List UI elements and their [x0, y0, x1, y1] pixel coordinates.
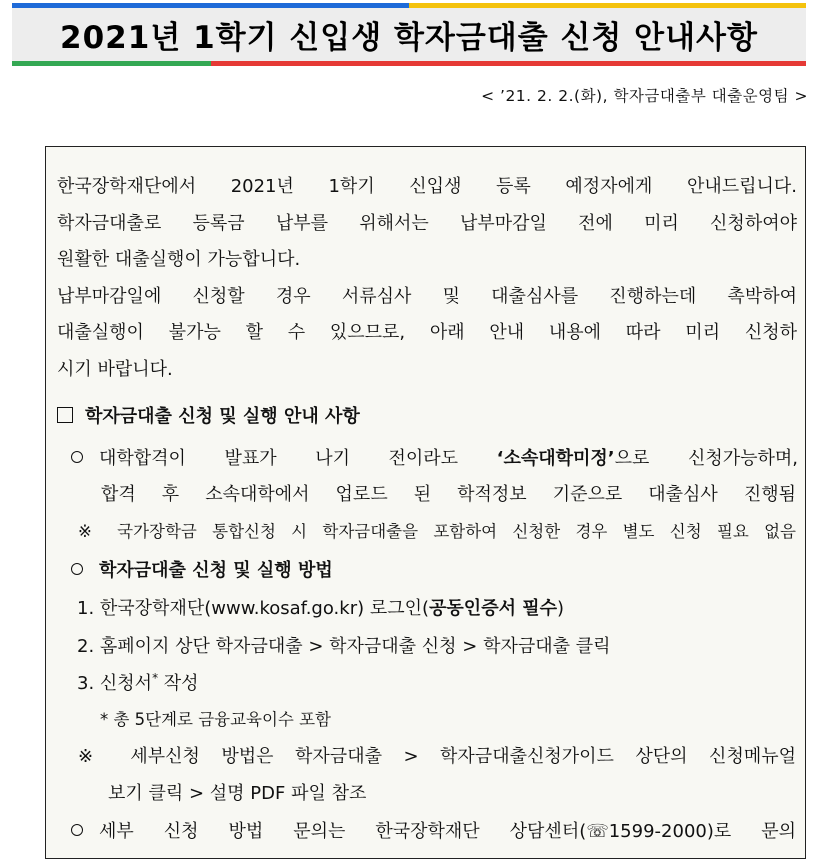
bullet-apply-method: 학자금대출 신청 및 실행 방법	[71, 556, 813, 582]
page-title: 2021년 1학기 신입생 학자금대출 신청 안내사항	[12, 8, 806, 61]
intro-line: 한국장학재단에서 2021년 1학기 신입생 등록 예정자에게 안내드립니다.	[57, 176, 797, 197]
intro-paragraph	[57, 169, 797, 388]
notice-box	[45, 146, 806, 859]
step-3-footnote: * 총 5단계로 금융교육이수 포함	[100, 710, 331, 729]
section-heading: 학자금대출 신청 및 실행 안내 사항	[57, 402, 799, 428]
intro-line: 시기 바랍니다.	[57, 358, 173, 380]
circle-bullet-icon	[71, 824, 83, 836]
intro-line: 학자금대출로 등록금 납부를 위해서는 납부마감일 전에 미리 신청하여야	[57, 212, 797, 234]
circle-bullet-icon	[71, 563, 83, 575]
bullet-unassigned-school: 대학합격이 발표가 나기 전이라도 ‘소속대학미정’으로 신청가능하며,	[71, 444, 798, 470]
intro-line: 납부마감일에 신청할 경우 서류심사 및 대출심사를 진행하는데 촉박하여	[57, 285, 797, 307]
title-bottom-bar	[12, 61, 806, 66]
title-banner	[12, 3, 806, 69]
bullet-unassigned-school-cont: 합격 후 소속대학에서 업로드 된 학적정보 기준으로 대출심사 진행됨	[101, 484, 796, 505]
bullet-inquiry: 세부 신청 방법 문의는 한국장학재단 상담센터(☏1599-2000)로 문의	[71, 817, 796, 843]
step-1: 1. 한국장학재단(www.kosaf.go.kr) 로그인(공동인증서 필수)	[77, 598, 565, 619]
note-national-scholarship: ※ 국가장학금 통합신청 시 학자금대출을 포함하여 신청한 경우 별도 신청 필요 없음	[78, 522, 796, 541]
notice-date-dept: < ’21. 2. 2.(화), 학자금대출부 대출운영팀 >	[481, 87, 808, 105]
note-detail-guide-cont: 보기 클릭 > 설명 PDF 파일 참조	[108, 783, 367, 804]
step-3: 3. 신청서* 작성	[77, 671, 199, 694]
note-detail-guide: ※ 세부신청 방법은 학자금대출 > 학자금대출신청가이드 상단의 신청메뉴얼	[78, 746, 796, 767]
step-2: 2. 홈페이지 상단 학자금대출 > 학자금대출 신청 > 학자금대출 클릭	[77, 636, 611, 657]
square-bullet-icon	[57, 407, 73, 423]
circle-bullet-icon	[71, 451, 83, 463]
intro-line: 대출실행이 불가능 할 수 있으므로, 아래 안내 내용에 따라 미리 신청하	[57, 322, 797, 343]
intro-line: 원활한 대출실행이 가능합니다.	[57, 249, 301, 270]
